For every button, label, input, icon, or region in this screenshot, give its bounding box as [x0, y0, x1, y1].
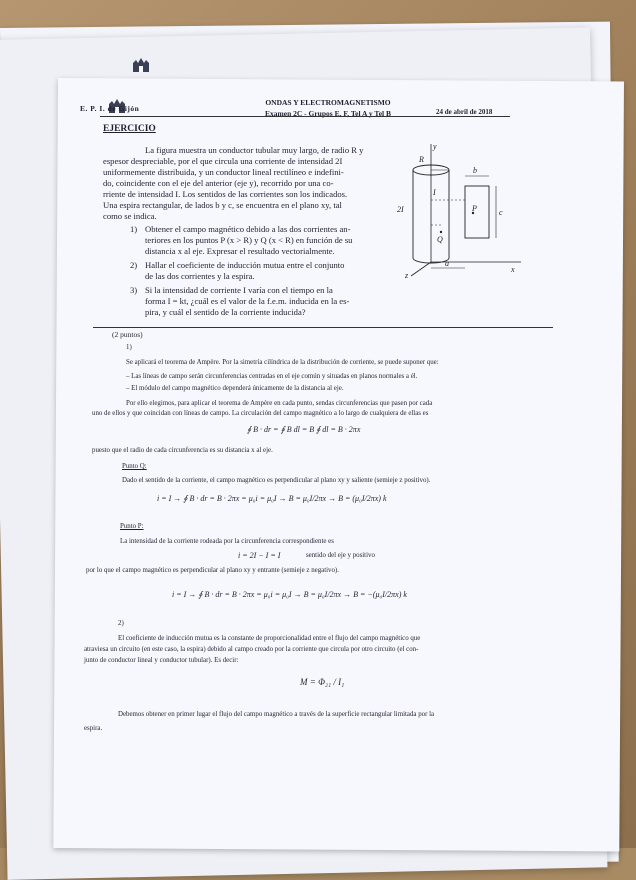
equation-mutual-inductance: M = Φ₂₁ / I₁	[300, 677, 345, 687]
statement-line-3: uniformemente distribuida, y un conductor lineal rectilíneo e indefini-	[103, 167, 344, 177]
points-label: (2 puntos)	[112, 330, 143, 339]
statement-line-4: do, coincidente con el eje del anterior (eje y), recorrido por una co-	[103, 178, 334, 188]
exam-date: 24 de abril de 2018	[436, 108, 493, 116]
question-line: forma I = kt, ¿cuál es el valor de la f.e.m. inducida en la es-	[145, 296, 350, 306]
statement-line-2: espesor despreciable, por el que circula una corriente de intensidad 2I	[103, 156, 343, 166]
label-b: b	[473, 166, 477, 175]
solution-para-4a: Debemos obtener en primer lugar el flujo del campo magnético a través de la superficie rectangular limitada por la	[118, 711, 435, 718]
equation-q: i = I → ∮ B · dr = B · 2πx = μ₀i = μ₀I → B = μ₀I/2πx → B = (μ₀I/2πx) k	[157, 494, 387, 503]
solution-para-1a: Por ello elegimos, para aplicar el teorema de Ampère en cada punto, sendas circunferencias que pasen por cada	[126, 400, 433, 407]
header-divider	[100, 116, 510, 117]
university-crest-icon	[130, 55, 152, 73]
part1-label: 1)	[126, 344, 132, 351]
equation-p-current: i = 2I − I = I	[238, 551, 281, 560]
equation-circulation: ∮ B · dr = ∮ B dl = B ∮ dl = B · 2πx	[247, 425, 361, 434]
label-2I: 2I	[397, 205, 404, 214]
course-title: ONDAS Y ELECTROMAGNETISMO	[265, 98, 391, 107]
section-title: EJERCICIO	[103, 124, 156, 134]
solution-bullet-2: – El módulo del campo magnético dependerá únicamente de la distancia al eje.	[126, 385, 344, 392]
label-I: I	[433, 188, 436, 197]
solution-bullet-1: – Las líneas de campo serán circunferencias centradas en el eje común y situadas en planos normales a él.	[126, 373, 418, 380]
question-line: pira, y cuál el sentido de la corriente inducida?	[145, 307, 306, 317]
point-q-text: Dado el sentido de la corriente, el campo magnético es perpendicular al plano xy y saliente (semieje z positivo).	[122, 477, 431, 484]
label-c: c	[499, 208, 503, 217]
label-Q: Q	[437, 235, 443, 244]
question-number: 1)	[130, 224, 138, 234]
question-line: Obtener el campo magnético debido a las dos corrientes an-	[145, 224, 351, 234]
question-line: Si la intensidad de corriente I varía con el tiempo en la	[145, 285, 333, 295]
label-y: y	[433, 142, 437, 151]
part2-label: 2)	[118, 620, 124, 627]
point-q-title: Punto Q:	[122, 463, 147, 470]
loop-rectangle	[465, 186, 489, 238]
solution-para-3a: El coeficiente de inducción mutua es la constante de proporcionalidad entre el flujo del campo magnético que	[118, 635, 421, 642]
question-line: distancia x al eje. Expresar el resultado vectorialmente.	[145, 246, 335, 256]
solution-para-1b: uno de ellos y que coincidan con líneas de campo. La circulación del campo magnético a lo largo de cualquiera de ellas es	[92, 410, 429, 417]
point-p-text-2: por lo que el campo magnético es perpendicular al plano xy y entrante (semieje z negativo).	[86, 567, 339, 574]
label-a: a	[445, 259, 449, 268]
question-number: 2)	[130, 260, 138, 270]
point-p-title: Punto P:	[120, 523, 144, 530]
question-line: de las dos corrientes y la espira.	[145, 271, 255, 281]
question-number: 3)	[130, 285, 138, 295]
solution-para-3c: junto de conductor lineal y conductor tubular). Es decir:	[84, 657, 239, 664]
solution-para-2: puesto que el radio de cada circunferencia es su distancia x al eje.	[92, 447, 273, 454]
question-line: Hallar el coeficiente de inducción mutua entre el conjunto	[145, 260, 345, 270]
school-name: E. P. I. de Gijón	[80, 104, 140, 113]
label-z: z	[405, 271, 409, 280]
statement-line-6: Una espira rectangular, de lados b y c, se encuentra en el plano xy, tal	[103, 200, 342, 210]
statement-line-7: como se indica.	[103, 211, 157, 221]
label-P: P	[472, 204, 477, 213]
problem-figure	[393, 140, 523, 280]
label-R: R	[419, 155, 424, 164]
solution-divider	[93, 327, 553, 328]
solution-para-3b: atraviesa un circuito (en este caso, la espira) debido al campo creado por la corriente que circula por otro circuito (el con-	[84, 646, 419, 653]
solution-para-4b: espira.	[84, 725, 103, 732]
exam-groups: Examen 2C - Grupos E, F, Tel A y Tel B	[264, 109, 391, 118]
equation-p-note: sentido del eje y positivo	[306, 552, 375, 559]
question-line: teriores en los puntos P (x > R) y Q (x < R) en función de su	[145, 235, 353, 245]
label-x: x	[511, 265, 515, 274]
equation-p: i = I → ∮ B · dr = B · 2πx = μ₀i = μ₀I → B = μ₀I/2πx → B = −(μ₀I/2πx) k	[172, 590, 407, 599]
statement-line-5: rriente de intensidad I. Los sentidos de las corrientes son los indicados.	[103, 189, 348, 199]
statement-line-1: La figura muestra un conductor tubular muy largo, de radio R y	[145, 145, 364, 155]
z-axis	[411, 262, 431, 276]
point-p-text: La intensidad de la corriente rodeada por la circunferencia correspondiente es	[120, 538, 334, 545]
solution-intro: Se aplicará el teorema de Ampère. Por la simetría cilíndrica de la distribución de corriente, se puede suponer que:	[126, 359, 439, 366]
